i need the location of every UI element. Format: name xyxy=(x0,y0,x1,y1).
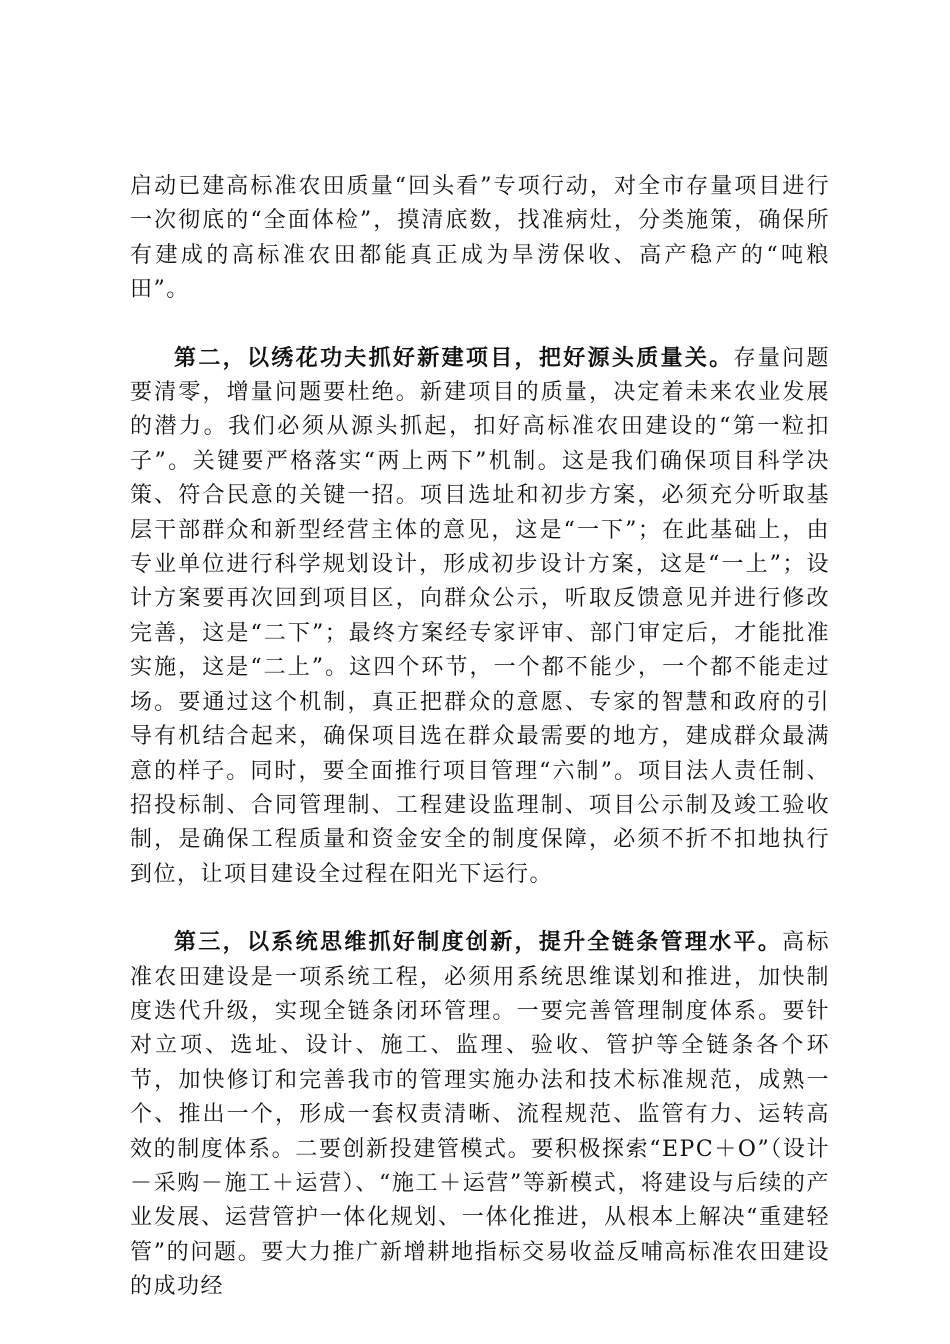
paragraph-3-body: 高标准农田建设是一项系统工程，必须用系统思维谋划和推进，加快制度迭代升级，实现全链条闭环管理。一要完善管理制度体系。要针对立项、选址、设计、施工、监理、验收、管护等全链条各个环节，加快修订和完善我市的管理实施办法和技术标准规范，成熟一个、推出一个，形成一套权责清晰、流程规范、监管有力、运转高效的制度体系。二要创新投建管模式。要积极探索“EPC＋O”（设计－采购－施工＋运营）、“施工＋运营”等新模式，将建设与后续的产业发展、运营管护一体化规划、一体化推进，从根本上解决“重建轻管”的问题。要大力推广新增耕地指标交易收益反哺高标准农田建设的成功经 xyxy=(130,930,830,1300)
paragraph-3 xyxy=(130,926,830,1304)
paragraph-3-lead: 第三，以系统思维抓好制度创新，提升全链条管理水平。 xyxy=(174,930,783,956)
document-body xyxy=(130,170,830,1339)
paragraph-1-body: 启动已建高标准农田质量“回头看”专项行动，对全市存量项目进行一次彻底的“全面体检”，摸清底数，找准病灶，分类施策，确保所有建成的高标准农田都能真正成为旱涝保收、高产稳产的“吨粮田”。 xyxy=(130,174,830,303)
paragraph-2-body: 存量问题要清零，增量问题要杜绝。新建项目的质量，决定着未来农业发展的潜力。我们必须从源头抓起，扣好高标准农田建设的“第一粒扣子”。关键要严格落实“两上两下”机制。这是我们确保项目科学决策、符合民意的关键一招。项目选址和初步方案，必须充分听取基层干部群众和新型经营主体的意见，这是“一下”；在此基础上，由专业单位进行科学规划设计，形成初步设计方案，这是“一上”；设计方案要再次回到项目区，向群众公示，听取反馈意见并进行修改完善，这是“二下”；最终方案经专家评审、部门审定后，才能批准实施，这是“二上”。这四个环节，一个都不能少，一个都不能走过场。要通过这个机制，真正把群众的意愿、专家的智慧和政府的引导有机结合起来，确保项目选在群众最需要的地方，建成群众最满意的样子。同时，要全面推行项目管理“六制”。项目法人责任制、招投标制、合同管理制、工程建设监理制、项目公示制及竣工验收制，是确保工程质量和资金安全的制度保障，必须不折不扣地执行到位，让项目建设全过程在阳光下运行。 xyxy=(130,345,830,887)
paragraph-2 xyxy=(130,342,830,893)
paragraph-2-lead: 第二，以绣花功夫抓好新建项目，把好源头质量关。 xyxy=(174,345,734,371)
paragraph-1 xyxy=(130,170,830,308)
